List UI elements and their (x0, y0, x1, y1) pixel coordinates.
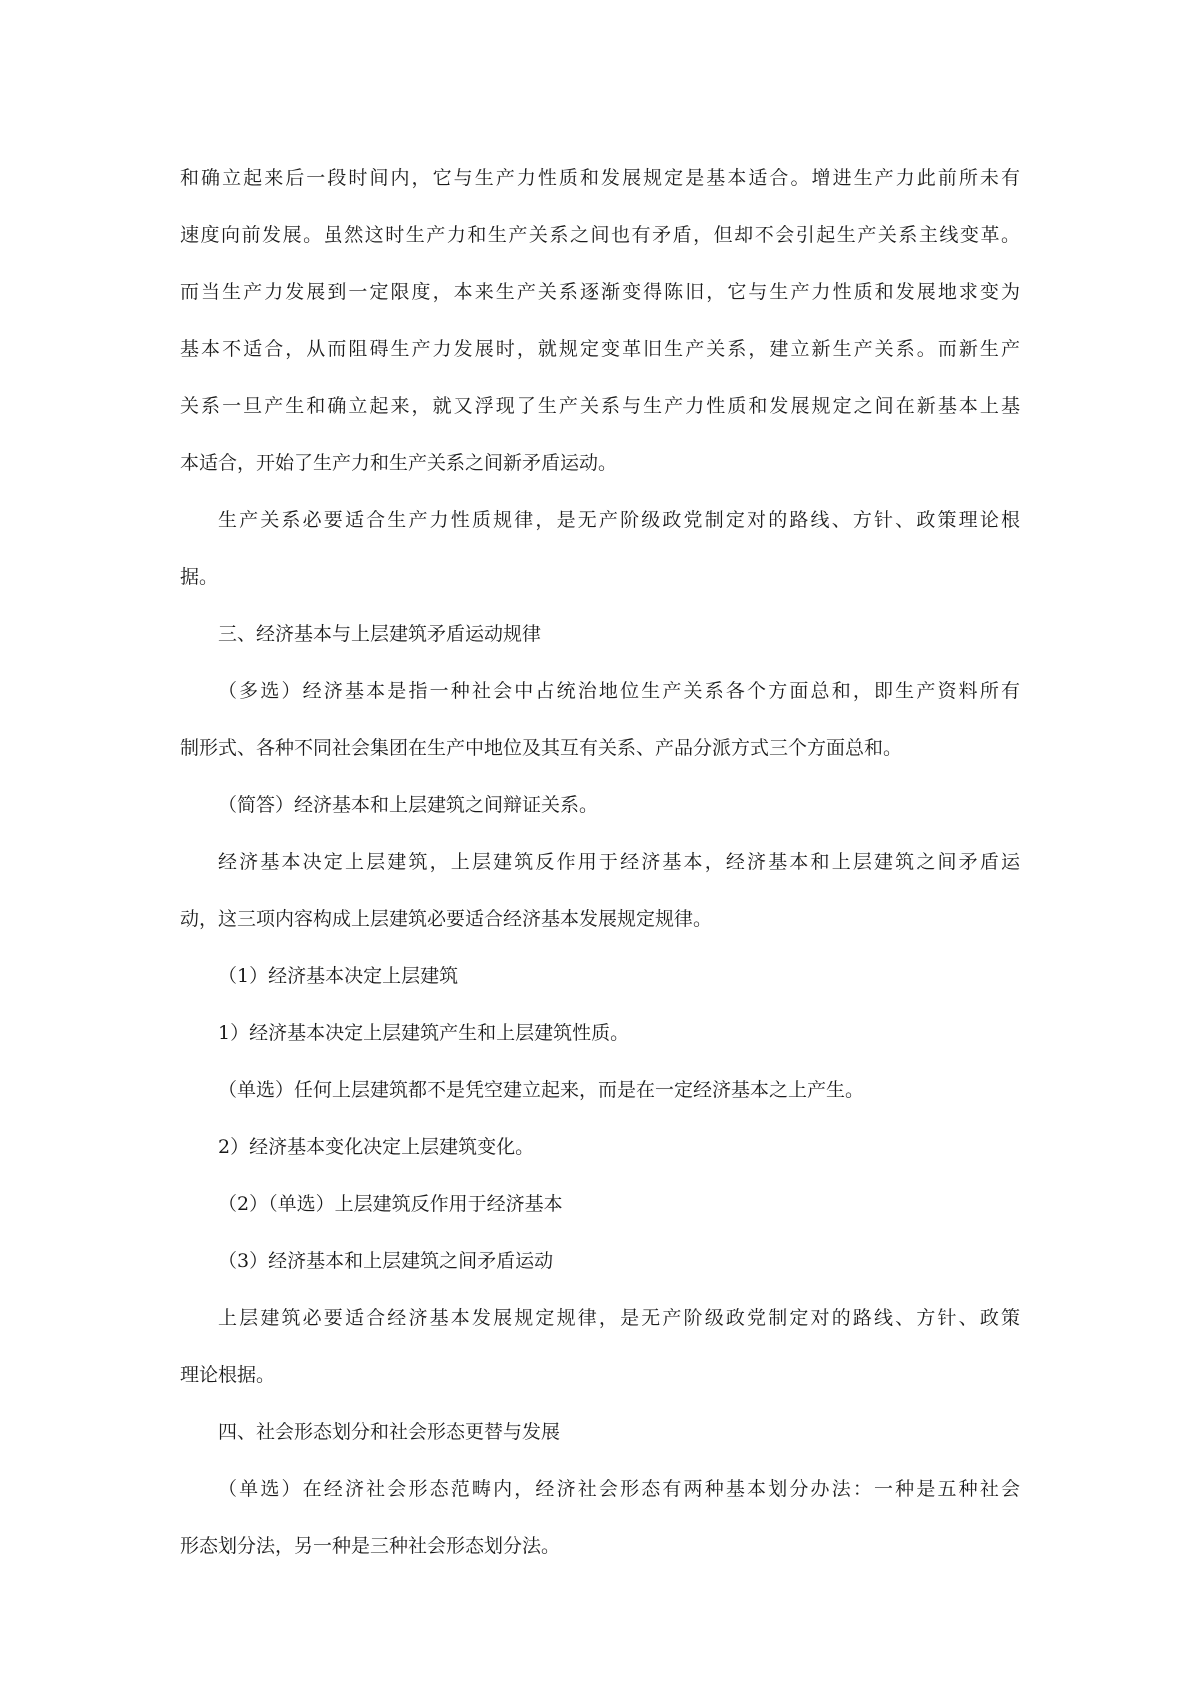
text-line: 1）经济基本决定上层建筑产生和上层建筑性质。 (218, 1022, 630, 1044)
section-heading (180, 1404, 1020, 1461)
paragraph (180, 663, 1020, 777)
question-heading (180, 777, 1020, 834)
text-line: 而当生产力发展到一定限度，本来生产关系逐渐变得陈旧，它与生产力性质和发展地求变为 (180, 281, 1020, 303)
list-item (180, 1005, 1020, 1062)
text-line: 基本不适合，从而阻碍生产力发展时，就规定变革旧生产关系，建立新生产关系。而新生产 (180, 338, 1020, 360)
text-line: 经济基本决定上层建筑，上层建筑反作用于经济基本，经济基本和上层建筑之间矛盾运 (218, 851, 1020, 873)
text-line: 形态划分法，另一种是三种社会形态划分法。 (180, 1535, 561, 1557)
paragraph (180, 492, 1020, 606)
text-line: （简答）经济基本和上层建筑之间辩证关系。 (218, 794, 599, 816)
text-line: （多选）经济基本是指一种社会中占统治地位生产关系各个方面总和，即生产资料所有 (218, 680, 1020, 702)
text-line: 理论根据。 (180, 1364, 276, 1386)
text-line: 制形式、各种不同社会集团在生产中地位及其互有关系、产品分派方式三个方面总和。 (180, 737, 903, 759)
paragraph (180, 150, 1020, 492)
paragraph (180, 1290, 1020, 1404)
paragraph (180, 834, 1020, 948)
paragraph (180, 1461, 1020, 1575)
subheading (180, 1233, 1020, 1290)
text-line: （2）（单选）上层建筑反作用于经济基本 (218, 1193, 563, 1215)
text-line: （单选）在经济社会形态范畴内，经济社会形态有两种基本划分办法：一种是五种社会 (218, 1478, 1020, 1500)
text-line: 上层建筑必要适合经济基本发展规定规律，是无产阶级政党制定对的路线、方针、政策 (218, 1307, 1020, 1329)
text-line: 动，这三项内容构成上层建筑必要适合经济基本发展规定规律。 (180, 908, 713, 930)
subheading (180, 948, 1020, 1005)
text-line: 据。 (180, 566, 219, 588)
text-line: 四、社会形态划分和社会形态更替与发展 (218, 1421, 561, 1443)
text-line: 和确立起来后一段时间内，它与生产力性质和发展规定是基本适合。增进生产力此前所未有 (180, 167, 1020, 189)
text-line: （1）经济基本决定上层建筑 (218, 965, 459, 987)
text-line: 三、经济基本与上层建筑矛盾运动规律 (218, 623, 542, 645)
text-line: 2）经济基本变化决定上层建筑变化。 (218, 1136, 535, 1158)
list-item (180, 1119, 1020, 1176)
text-line: （单选）任何上层建筑都不是凭空建立起来，而是在一定经济基本之上产生。 (218, 1079, 865, 1101)
paragraph (180, 1062, 1020, 1119)
text-line: （3）经济基本和上层建筑之间矛盾运动 (218, 1250, 554, 1272)
text-line: 关系一旦产生和确立起来，就又浮现了生产关系与生产力性质和发展规定之间在新基本上基 (180, 395, 1020, 417)
document-body (180, 150, 1020, 1575)
text-line: 速度向前发展。虽然这时生产力和生产关系之间也有矛盾，但却不会引起生产关系主线变革。 (180, 224, 1020, 246)
section-heading (180, 606, 1020, 663)
text-line: 生产关系必要适合生产力性质规律，是无产阶级政党制定对的路线、方针、政策理论根 (218, 509, 1020, 531)
text-line: 本适合，开始了生产力和生产关系之间新矛盾运动。 (180, 452, 618, 474)
subheading (180, 1176, 1020, 1233)
